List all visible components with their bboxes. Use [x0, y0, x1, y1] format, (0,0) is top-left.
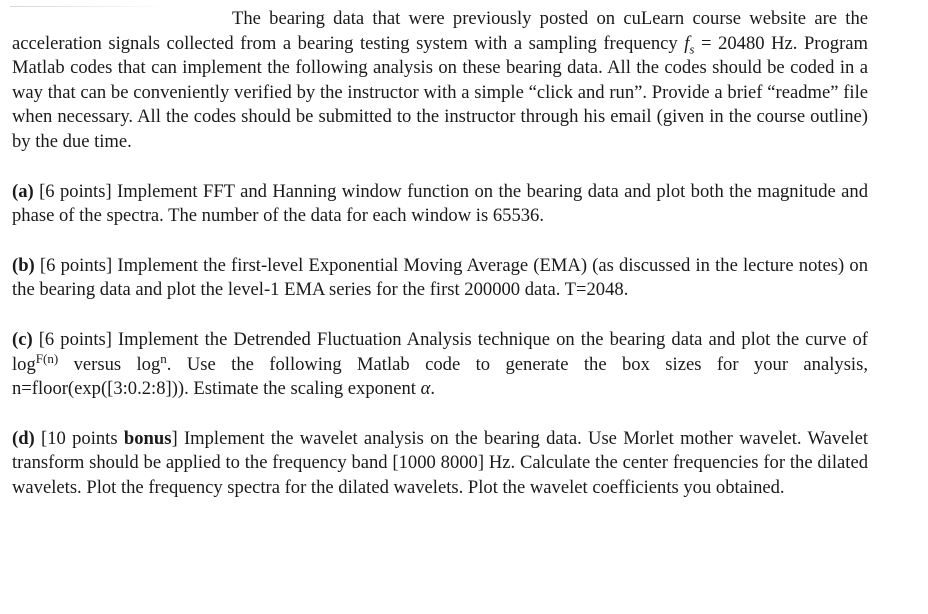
- part-c-paragraph: [12, 328, 868, 402]
- part-c-text-3: . Use the following Matlab code to generate the box sizes for your analysis, n=floor(exp([3:0.2:8])). Estimate the scaling exponent: [12, 353, 868, 400]
- intro-paragraph: [12, 7, 868, 155]
- bonus-label: bonus: [123, 427, 172, 449]
- part-c-text-4: .: [430, 378, 436, 400]
- part-a-label: (a): [12, 180, 34, 202]
- part-c-text-1: [6 points] Implement the Detrended Fluctuation Analysis technique on the bearing data and plot the curve of log: [12, 328, 868, 375]
- part-c-label: (c): [12, 328, 33, 350]
- part-c-sup-1: F(n): [35, 350, 59, 366]
- part-a-paragraph: [12, 180, 868, 229]
- assignment-document: [12, 7, 868, 501]
- part-c-text-2: versus log: [58, 353, 161, 375]
- part-c-sup-2: n: [160, 350, 167, 366]
- alpha-symbol: α: [420, 378, 431, 400]
- part-b-label: (b): [12, 254, 35, 276]
- part-b-text: [6 points] Implement the first-level Exponential Moving Average (EMA) (as discussed in the lecture notes) on the bearing data and plot the level-1 EMA series for the first 200000 data. T=2048.: [12, 254, 868, 301]
- part-b-paragraph: [12, 254, 868, 303]
- fs-symbol: f: [684, 32, 690, 54]
- part-d-text-1: [10 points: [34, 427, 124, 449]
- part-d-paragraph: [12, 427, 868, 501]
- part-d-label: (d): [12, 427, 35, 449]
- part-d-text-2: ] Implement the wavelet analysis on the bearing data. Use Morlet mother wavelet. Wavelet transform should be applied to the frequency band [1000 8000] Hz. Calculate the center frequencies for the dilated wavelets. Plot the frequency spectra for the dilated wavelets. Plot the wavelet coefficients you obtained.: [12, 427, 868, 498]
- fs-subscript: s: [689, 41, 695, 57]
- part-a-text: [6 points] Implement FFT and Hanning window function on the bearing data and plot both the magnitude and phase of the spectra. The number of the data for each window is 65536.: [12, 180, 868, 227]
- intro-text-2: = 20480 Hz. Program Matlab codes that can implement the following analysis on these bearing data. All the codes should be coded in a way that can be conveniently verified by the instructor with a simple “click and run”. Provide a brief “readme” file when necessary. All the codes should be submitted to the instructor through his email (given in the course outline) by the due time.: [12, 32, 868, 152]
- intro-text-1: The bearing data that were previously posted on cuLearn course website are the acceleration signals collected from a bearing testing system with a sampling frequency: [12, 8, 868, 54]
